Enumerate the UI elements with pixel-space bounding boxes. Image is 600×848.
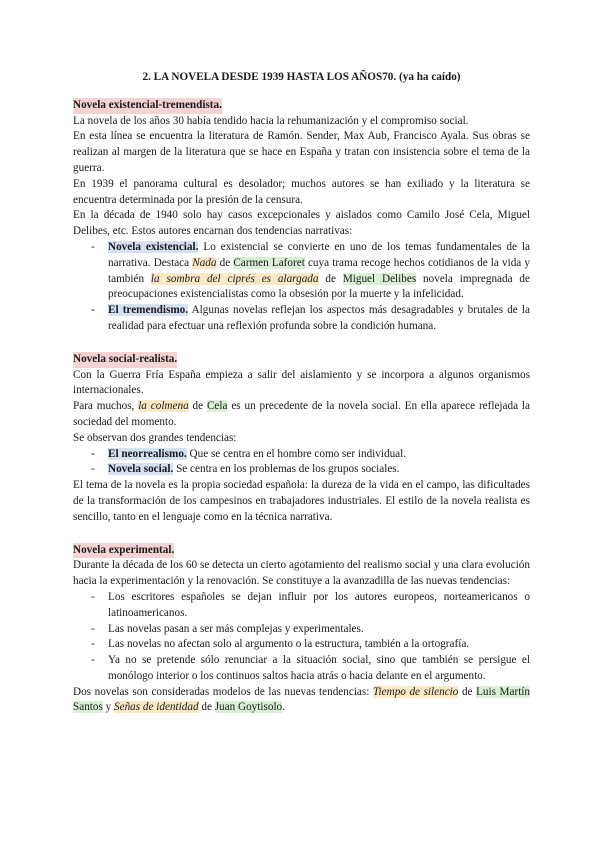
- list-item: [73, 447, 530, 463]
- paragraph: En la década de 1940 solo hay casos excepcionales y aislados como Camilo José Cela, Miguel Delibes, etc. Estos autores encarnan dos tendencias narrativas:: [73, 209, 530, 238]
- text-run: de: [216, 256, 234, 269]
- page-title: [73, 70, 530, 86]
- text-run: .: [282, 701, 285, 714]
- section-existencial: [73, 98, 530, 335]
- bullet-list: [73, 590, 530, 685]
- text-run: novela impregnada de preocupaciones existencialistas como la obsesión por la muerte y la infelicidad.: [108, 272, 530, 301]
- text-run: Dos novelas son consideradas modelos de las nuevas tendencias:: [73, 685, 373, 698]
- section-heading: Novela social-realista.: [73, 352, 177, 368]
- section-heading: Novela existencial-tremendista.: [73, 98, 222, 114]
- list-item: - Las novelas no afectan solo al argumento o la estructura, también a la ortografía.: [73, 637, 530, 653]
- bullet-label: El tremendismo.: [108, 304, 189, 317]
- text-run: de: [458, 685, 477, 698]
- text-run: Para muchos,: [73, 400, 139, 413]
- list-item: - Ya no se pretende sólo renunciar a la situación social, sino que también se persigue el monólogo interior o los continuos saltos hacia atrás o hacia delante en el argumento.: [73, 653, 530, 685]
- text-run: de: [198, 701, 215, 714]
- text-run: de: [188, 400, 207, 413]
- section-social-realista: [73, 352, 530, 526]
- author-name: Carmen Laforet: [233, 256, 305, 269]
- author-name: Juan Goytisolo: [214, 701, 283, 714]
- text-run: de: [318, 272, 343, 285]
- list-item: [73, 462, 530, 478]
- paragraph: En 1939 el panorama cultural es desolador; muchos autores se han exiliado y la literatura se encuentra determinada por la presión de la censura.: [73, 177, 530, 206]
- author-name: Luis Martín Santos: [73, 685, 531, 714]
- section-experimental: [73, 543, 530, 717]
- text-run: Algunas novelas reflejan los aspectos más desagradables y brutales de la realidad para efectuar una reflexión profunda sobre la condición humana.: [108, 304, 530, 332]
- paragraph: Se observan dos grandes tendencias:: [73, 431, 237, 444]
- bullet-label: Novela existencial.: [108, 240, 199, 253]
- author-name: Miguel Delibes: [342, 272, 417, 285]
- paragraph: Con la Guerra Fría España empieza a salir del aislamiento y se incorpora a algunos organismos internacionales.: [73, 368, 530, 397]
- document-page: [73, 70, 530, 716]
- paragraph: Durante la década de los 60 se detecta un cierto agotamiento del realismo social y una clara evolución hacia la experimentación y la renovación. Se constituye a la avanzadilla de las nuevas tendencias:: [73, 559, 530, 588]
- list-item: - Los escritores españoles se dejan influir por los autores europeos, norteamericanos o latinoamericanos.: [73, 590, 530, 622]
- paragraph: El tema de la novela es la propia sociedad española: la dureza de la vida en el campo, las dificultades de la transformación de los campesinos en trabajadores industriales. El estilo de la novela realista es sencillo, tanto en el lenguaje como en la técnica narrativa.: [73, 479, 530, 523]
- title-main: 2. LA NOVELA DESDE 1939 HASTA LOS AÑOS70.: [142, 71, 397, 83]
- work-title: Señas de identidad: [114, 701, 199, 714]
- text-run: cuya trama recoge hechos cotidianos de la vida y también: [108, 256, 531, 285]
- bullet-label: El neorrealismo.: [108, 447, 187, 460]
- work-title: la colmena: [138, 400, 189, 413]
- paragraph: [73, 399, 530, 431]
- bullet-list: [73, 240, 530, 335]
- list-item: [73, 240, 530, 303]
- text-run: Que se centra en el hombre como ser individual.: [186, 447, 407, 460]
- paragraph: La novela de los años 30 había tendido hacia la rehumanización y el compromiso social.: [73, 114, 469, 127]
- paragraph: [73, 685, 530, 717]
- author-name: Cela: [206, 400, 228, 413]
- work-title: Tiempo de silencio: [372, 685, 459, 698]
- paragraph: En esta línea se encuentra la literatura de Ramón. Sender, Max Aub, Francisco Ayala. Sus obras se realizan al margen de la literatura que se hace en España y tratan con insistencia sobre el tema de la guerra.: [73, 130, 530, 174]
- list-item: - Las novelas pasan a ser más complejas y experimentales.: [73, 622, 530, 638]
- section-heading: Novela experimental.: [73, 543, 174, 559]
- text-run: Se centra en los problemas de los grupos sociales.: [173, 463, 400, 476]
- work-title: la sombra del ciprés es alargada: [150, 272, 319, 285]
- text-run: Lo existencial se convierte en uno de los temas fundamentales de la narrativa. Destaca: [108, 240, 530, 269]
- title-note: (ya ha caído): [399, 71, 461, 83]
- bullet-label: Novela social.: [108, 463, 174, 476]
- list-item: [73, 303, 530, 335]
- work-title: Nada: [192, 256, 217, 269]
- text-run: y: [102, 701, 115, 714]
- bullet-list: [73, 447, 530, 479]
- text-run: es un precedente de la novela social. En ella aparece reflejada la sociedad del momento.: [73, 400, 530, 428]
